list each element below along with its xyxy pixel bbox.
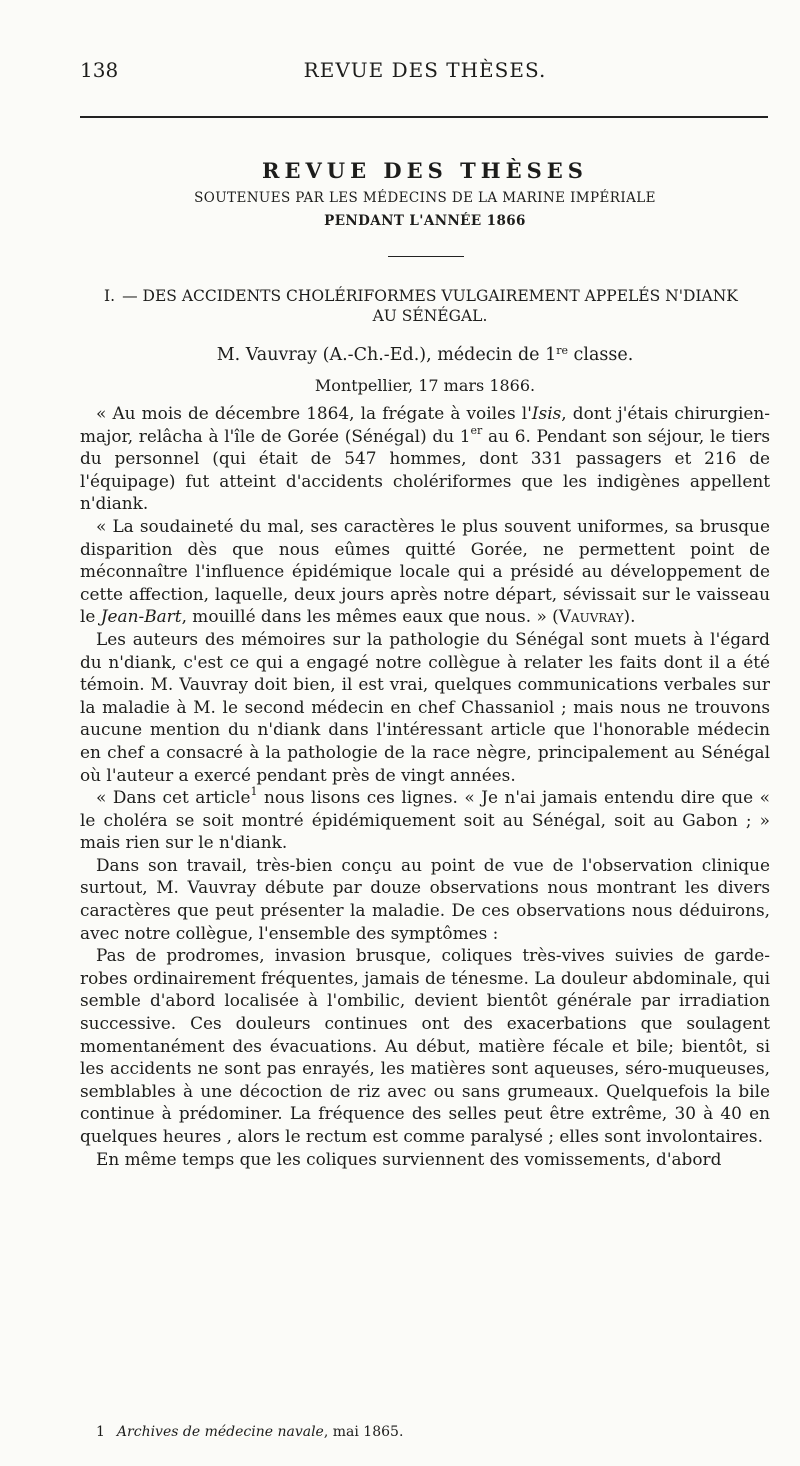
paragraph-7: En même temps que les coliques surviennent des vomissements, d'abord (96, 1148, 722, 1169)
paragraph-1 (80, 402, 770, 515)
superscript: er (470, 423, 483, 437)
quoted-author: Vauvray (558, 606, 624, 627)
ship-name-jean-bart: Jean-Bart (100, 606, 182, 627)
text-run: , dont j'étais chirurgien-major, relâcha à l'île de Gorée (Sénégal) du 1 (80, 403, 770, 446)
text-run: ). (623, 606, 636, 627)
footnote (96, 1424, 776, 1440)
text-run: nous lisons ces lignes. « Je n'ai jamais entendu dire que « le choléra se soit montré épidémiquement soit au Sénégal, soit au Gabon ; » mais rien sur le n'diank. (80, 787, 770, 853)
paragraph-2 (80, 515, 770, 628)
ship-name-isis: Isis (531, 403, 562, 423)
section-divider (388, 256, 464, 257)
author-rank-sup: re (556, 344, 568, 357)
text-run: « Dans cet article (96, 787, 251, 808)
footnote-mark: 1 (96, 1424, 105, 1440)
paragraph-4 (80, 786, 770, 854)
section-period: PENDANT L'ANNÉE 1866 (324, 213, 526, 229)
text-run: « La soudaineté du mal, ses caractères le plus souvent uniformes, sa brusque disparition dès que nous eûmes quitté Gorée, ne permettent point de méconnaître l'influence épidémique locale qui a présidé au développement de cette affection, laquelle, deux jours après notre départ, sévissait sur le vaisseau le (80, 515, 770, 627)
article-number: I. (104, 287, 116, 305)
place-date: Montpellier, 17 mars 1866. (314, 376, 536, 395)
article-body (80, 402, 770, 1170)
article-heading (104, 286, 750, 326)
article-author (80, 345, 770, 365)
section-title: REVUE DES THÈSES (262, 158, 588, 183)
text-run: « Au mois de décembre 1864, la frégate à voiles l' (96, 403, 532, 423)
section-subtitle: SOUTENUES PAR LES MÉDECINS DE LA MARINE IMPÉRIALE (194, 190, 656, 206)
running-title: REVUE DES THÈSES. (303, 58, 547, 82)
paragraph-5: Dans son travail, très-bien conçu au point de vue de l'observation clinique surtout, M. Vauvray débute par douze observations nous montrant les divers caractères que peut présenter la maladie. De ces observations nous déduirons, avec notre collègue, l'ensemble des symptômes : (80, 854, 770, 943)
article-dash: — (122, 287, 138, 305)
paragraph-6: Pas de prodromes, invasion brusque, coliques très-vives suivies de garde-robes ordinairement fréquentes, jamais de ténesme. La douleur abdominale, qui semble d'abord localisée à l'ombilic, devient bientôt générale par irradiation successive. Ces douleurs continues ont des exacerbations que soulagent momentanément des évacuations. Au début, matière fécale et bile; bientôt, si les accidents ne sont pas enrayés, les matières sont aqueuses, séro-muqueuses, semblables à une décoction de riz avec ou sans grumeaux. Quelquefois la bile continue à prédominer. La fréquence des selles peut être extrême, 30 à 40 en quelques heures , alors le rectum est comme paralysé ; elles sont involontaires. (80, 945, 770, 1146)
author-class: classe. (567, 345, 634, 365)
page-number: 138 (80, 58, 119, 82)
footnote-source: Archives de médecine navale (116, 1424, 324, 1440)
text-run: , mouillé dans les mêmes eaux que nous. » ( (181, 606, 559, 627)
text-run: au 6. Pendant son séjour, le tiers du personnel (qui était de 547 hommes, dont 331 passagers et 216 de l'équipage) fut atteint d'accidents cholériformes que les indigènes appellent n'diank. (80, 425, 770, 514)
footnote-date: , mai 1865. (323, 1424, 404, 1440)
paragraph-3: Les auteurs des mémoires sur la pathologie du Sénégal sont muets à l'égard du n'diank, c'est ce qui a engagé notre collègue à relater les faits dont il a été témoin. M. Vauvray doit bien, il est vrai, quelques communications verbales sur la maladie à M. le second médecin en chef Chassaniol ; mais nous ne trouvons aucune mention du n'diank dans l'intéressant article que l'honorable médecin en chef a consacré à la pathologie de la race nègre, principalement au Sénégal où l'auteur a exercé pendant près de vingt années. (80, 628, 770, 785)
header-rule (80, 116, 768, 118)
author-name: M. Vauvray (A.-Ch.-Ed.), médecin de 1 (216, 345, 557, 365)
running-head (80, 58, 770, 86)
footnote-reference: 1 (250, 785, 258, 799)
article-title: DES ACCIDENTS CHOLÉRIFORMES VULGAIREMENT APPELÉS N'DIANK AU SÉNÉGAL. (142, 287, 738, 325)
